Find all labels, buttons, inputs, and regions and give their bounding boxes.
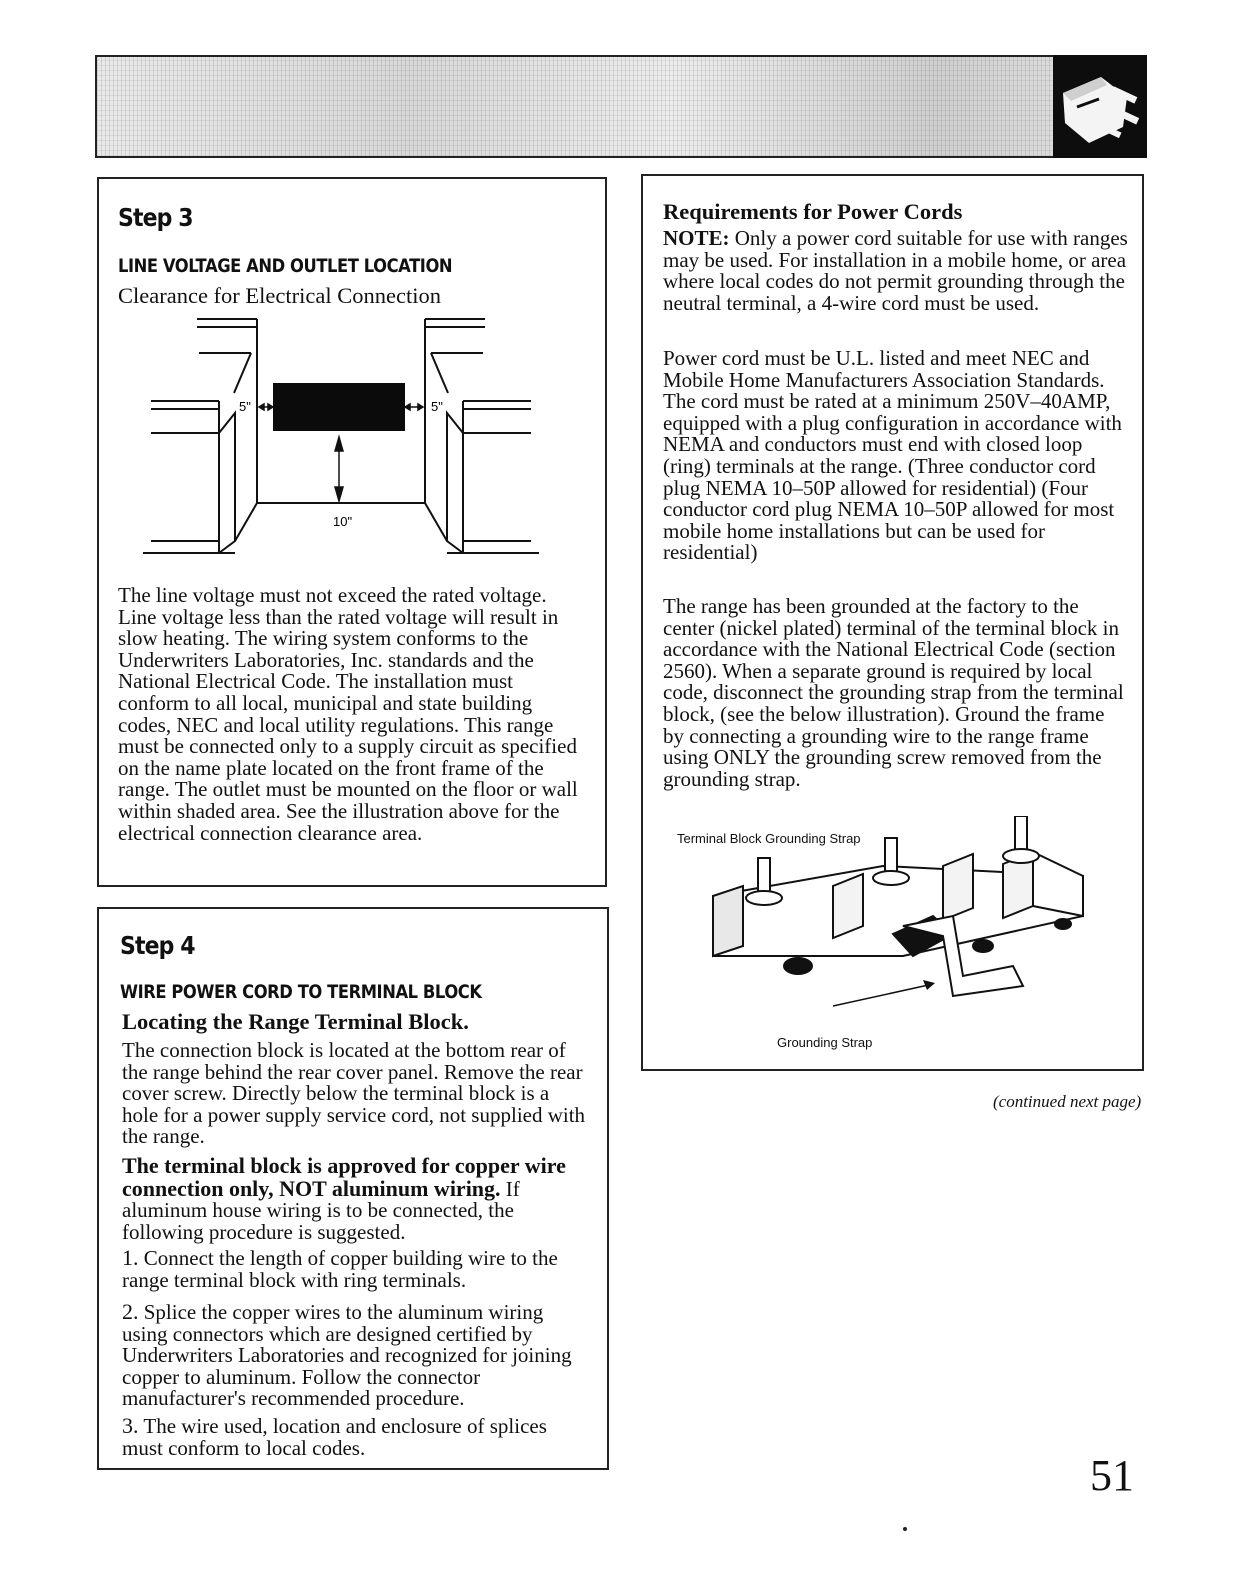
bottom-clearance-label: 10" [333, 514, 353, 529]
warning-bold-text: The terminal block is approved for copper wire connection only, NOT aluminum wiring. [122, 1153, 566, 1201]
requirements-grounding: The range has been grounded at the factory to the center (nickel plated) terminal of the terminal block in accordance with the National Electrical Code (section 2560). When a separate ground is required by local code, disconnect the grounding strap from the terminal block, (see the below illustration). Ground the frame by connecting a grounding wire to the range frame using ONLY the grounding screw removed from the grounding strap. [663, 594, 1124, 791]
warning-rest-text: If aluminum house wiring is to be connected, the following procedure is suggested. [122, 1176, 520, 1244]
item-text: Splice the copper wires to the aluminum wiring using connectors which are designed certified by Underwriters Laboratories and recognized for joining copper to aluminum. Follow the connector manufacturer's recommended procedure. [122, 1300, 572, 1411]
step4-item-1 [122, 1247, 592, 1291]
item-text: Connect the length of copper building wire to the range terminal block with ring terminals. [122, 1246, 558, 1292]
left-clearance-label: 5" [239, 399, 251, 414]
item-number: 1. [122, 1245, 139, 1270]
requirements-note [663, 228, 1128, 314]
step3-subtitle: Clearance for Electrical Connection [118, 283, 441, 308]
step4-item-3 [122, 1415, 592, 1459]
step4-panel [97, 907, 609, 1470]
requirements-title: Requirements for Power Cords [663, 199, 963, 224]
note-text: Only a power cord suitable for use with ranges may be used. For installation in a mobile home, or area where local codes do not permit grounding through the neutral terminal, a 4-wire cord must be used. [663, 226, 1128, 315]
page-number: 51 [1090, 1451, 1134, 1500]
figure-caption-bottom: Grounding Strap [777, 1035, 873, 1050]
clearance-diagram [139, 313, 559, 563]
step4-item-2 [122, 1301, 592, 1410]
note-label: NOTE: [663, 226, 730, 250]
step3-section-title: LINE VOLTAGE AND OUTLET LOCATION [118, 255, 453, 277]
step3-panel [97, 177, 607, 887]
power-plug-icon [1053, 55, 1147, 158]
figure-caption-top: Terminal Block Grounding Strap [677, 831, 861, 846]
step4-title: Step 4 [120, 931, 195, 960]
continued-next-page: (continued next page) [993, 1092, 1142, 1111]
step4-warning [122, 1155, 592, 1243]
item-number: 3. [122, 1413, 139, 1438]
terminal-block-illustration [703, 816, 1103, 1026]
item-number: 2. [122, 1299, 139, 1324]
step3-body: The line voltage must not exceed the rated voltage. Line voltage less than the rated voltage will result in slow heating. The wiring system conforms to the Underwriters Laboratories, Inc. standards and the National Electrical Code. The installation must conform to all local, municipal and state building codes, NEC and local utility regulations. This range must be connected only to a supply circuit as specified on the name plate located on the front frame of the range. The outlet must be mounted on the floor or wall within shaded area. See the illustration above for the electrical connection clearance area. [118, 583, 578, 845]
step4-section-title: WIRE POWER CORD TO TERMINAL BLOCK [120, 981, 482, 1003]
step3-title: Step 3 [118, 203, 193, 232]
item-text: The wire used, location and enclosure of splices must conform to local codes. [122, 1414, 547, 1460]
page-dot [903, 1527, 907, 1531]
requirements-panel [641, 174, 1144, 1071]
requirements-cord-standards: Power cord must be U.L. listed and meet NEC and Mobile Home Manufacturers Association Standards. The cord must be rated at a minimum 250V–40AMP, equipped with a plug configuration in accordance with NEMA and conductors must end with closed loop (ring) terminals at the range. (Three conductor cord plug NEMA 10–50P allowed for residential) (Four conductor cord plug NEMA 10–50P allowed for most mobile home installations but can be used for residential) [663, 346, 1122, 565]
step4-intro: The connection block is located at the bottom rear of the range behind the rear cover panel. Remove the rear cover screw. Directly below the terminal block is a hole for a power supply service cord, not supplied with the range. [122, 1038, 586, 1149]
step4-subtitle: Locating the Range Terminal Block. [122, 1009, 469, 1034]
header-banner [95, 55, 1147, 158]
right-clearance-label: 5" [431, 399, 443, 414]
